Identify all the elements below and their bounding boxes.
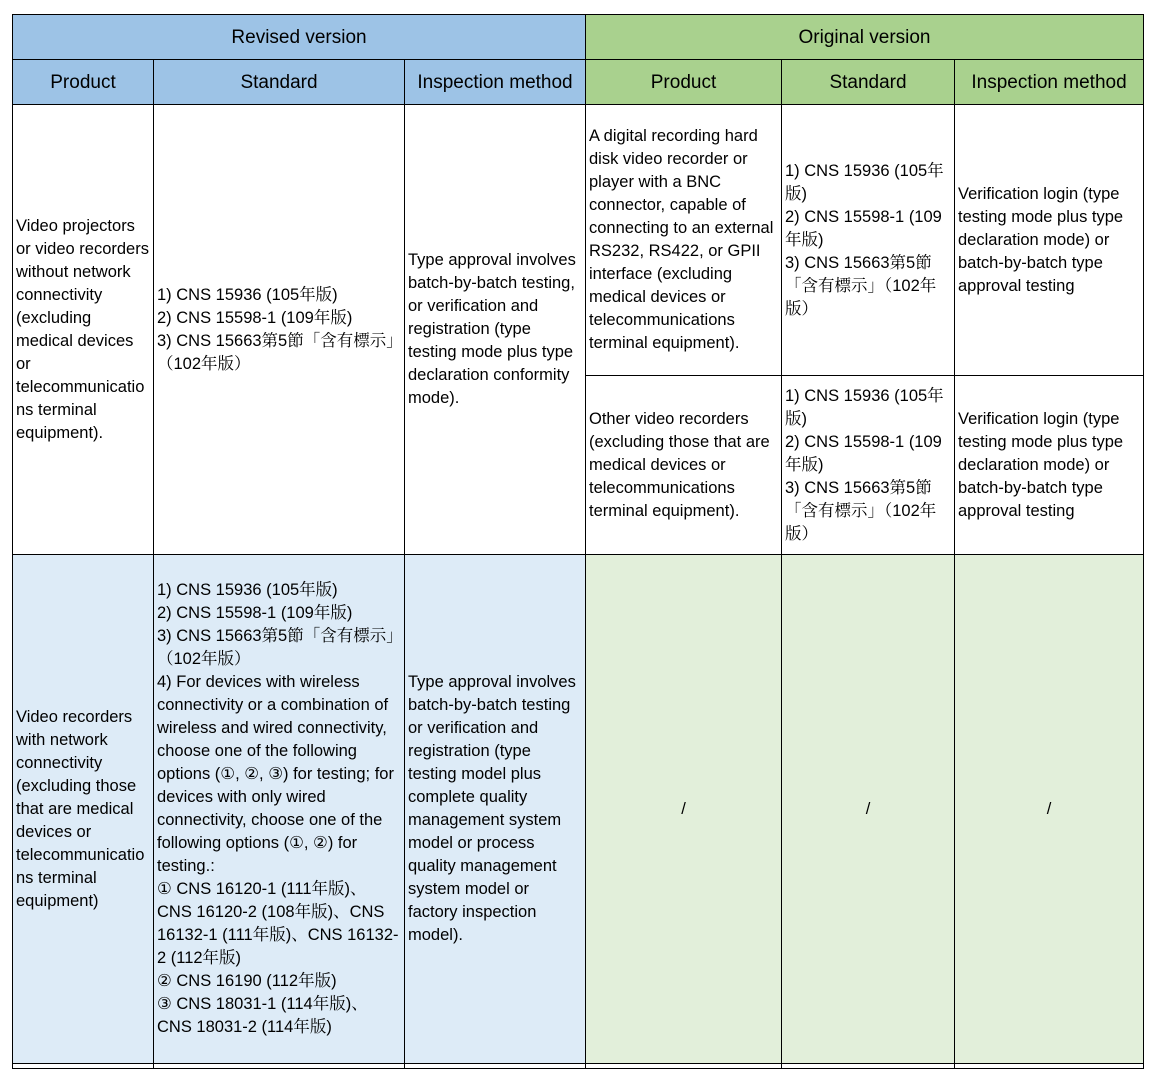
standard-line: ② CNS 16190 (112年版) xyxy=(157,972,337,990)
group-header-row xyxy=(13,15,1144,60)
table-row-cut xyxy=(13,1064,1144,1069)
revised-inspection-cell: Type approval involves batch-by-batch testing or verification and registration (type testing model plus complete quality management system model or process quality management system model or factory inspection model). xyxy=(405,555,586,1064)
revised-product-cell: Video projectors or video recorders without network connectivity (excluding medical devices or telecommunications terminal equipment). xyxy=(13,105,154,555)
original-inspection-cell: Verification login (type testing mode plus type declaration mode) or batch-by-batch type approval testing xyxy=(955,105,1144,376)
empty-cell xyxy=(955,1064,1144,1069)
standard-line: 2) CNS 15598-1 (109年版) xyxy=(157,308,353,327)
standard-line: ① CNS 16120-1 (111年版)、CNS 16120-2 (108年版)、CNS 16132-1 (111年版)、CNS 16132-2 (112年版) xyxy=(157,880,399,967)
standard-line: 2) CNS 15598-1 (109年版) xyxy=(785,207,942,249)
standard-line: 1) CNS 15936 (105年版) xyxy=(785,161,944,203)
original-inspection-cell: Verification login (type testing mode plus type declaration mode) or batch-by-batch type approval testing xyxy=(955,376,1144,555)
standard-line: 3) CNS 15663第5節「含有標示」（102年版） xyxy=(785,478,937,543)
revised-inspection-header: Inspection method xyxy=(405,60,586,105)
table-row xyxy=(13,105,1144,376)
original-product-header: Product xyxy=(586,60,782,105)
empty-cell xyxy=(586,1064,782,1069)
column-header-row xyxy=(13,60,1144,105)
standard-line: 3) CNS 15663第5節「含有標示」（102年版） xyxy=(785,253,937,318)
standard-line: ③ CNS 18031-1 (114年版)、CNS 18031-2 (114年版) xyxy=(157,995,368,1036)
revised-product-cell: Video recorders with network connectivity (excluding those that are medical devices or telecommunications terminal equipment) xyxy=(13,555,154,1064)
revised-inspection-cell: Type approval involves batch-by-batch testing, or verification and registration (type testing mode plus type declaration conformity mode). xyxy=(405,105,586,555)
original-inspection-cell: / xyxy=(955,555,1144,1064)
revised-standard-cell xyxy=(154,555,405,1064)
standard-line: 3) CNS 15663第5節「含有標示」（102年版） xyxy=(157,331,395,373)
original-product-cell: Other video recorders (excluding those that are medical devices or telecommunications terminal equipment). xyxy=(586,376,782,555)
revised-version-header: Revised version xyxy=(13,15,586,60)
standard-line: 2) CNS 15598-1 (109年版) xyxy=(157,604,353,622)
standard-line: 4) For devices with wireless connectivity or a combination of wireless and wired connectivity, choose one of the following options (①, ②, ③) for testing; for devices with only wired connectivity, choose one of the following options (①, ②) for testing.: xyxy=(157,673,394,875)
original-standard-cell xyxy=(782,376,955,555)
revised-standard-cell xyxy=(154,105,405,555)
revised-product-header: Product xyxy=(13,60,154,105)
original-standard-header: Standard xyxy=(782,60,955,105)
original-inspection-header: Inspection method xyxy=(955,60,1144,105)
table-row xyxy=(13,555,1144,1064)
original-standard-cell xyxy=(782,105,955,376)
comparison-table xyxy=(12,14,1144,1069)
standard-line: 1) CNS 15936 (105年版) xyxy=(785,386,944,428)
empty-cell xyxy=(782,1064,955,1069)
standard-line: 1) CNS 15936 (105年版) xyxy=(157,581,338,599)
original-product-cell: A digital recording hard disk video recorder or player with a BNC connector, capable of connecting to an external RS232, RS422, or GPII interface (excluding medical devices or telecommunications terminal equipment). xyxy=(586,105,782,376)
standard-line: 2) CNS 15598-1 (109年版) xyxy=(785,432,942,474)
empty-cell xyxy=(13,1064,154,1069)
original-version-header: Original version xyxy=(586,15,1144,60)
revised-standard-header: Standard xyxy=(154,60,405,105)
empty-cell xyxy=(154,1064,405,1069)
empty-cell xyxy=(405,1064,586,1069)
standard-line: 1) CNS 15936 (105年版) xyxy=(157,285,338,304)
original-standard-cell: / xyxy=(782,555,955,1064)
standard-line: 3) CNS 15663第5節「含有標示」（102年版） xyxy=(157,627,395,668)
original-product-cell: / xyxy=(586,555,782,1064)
